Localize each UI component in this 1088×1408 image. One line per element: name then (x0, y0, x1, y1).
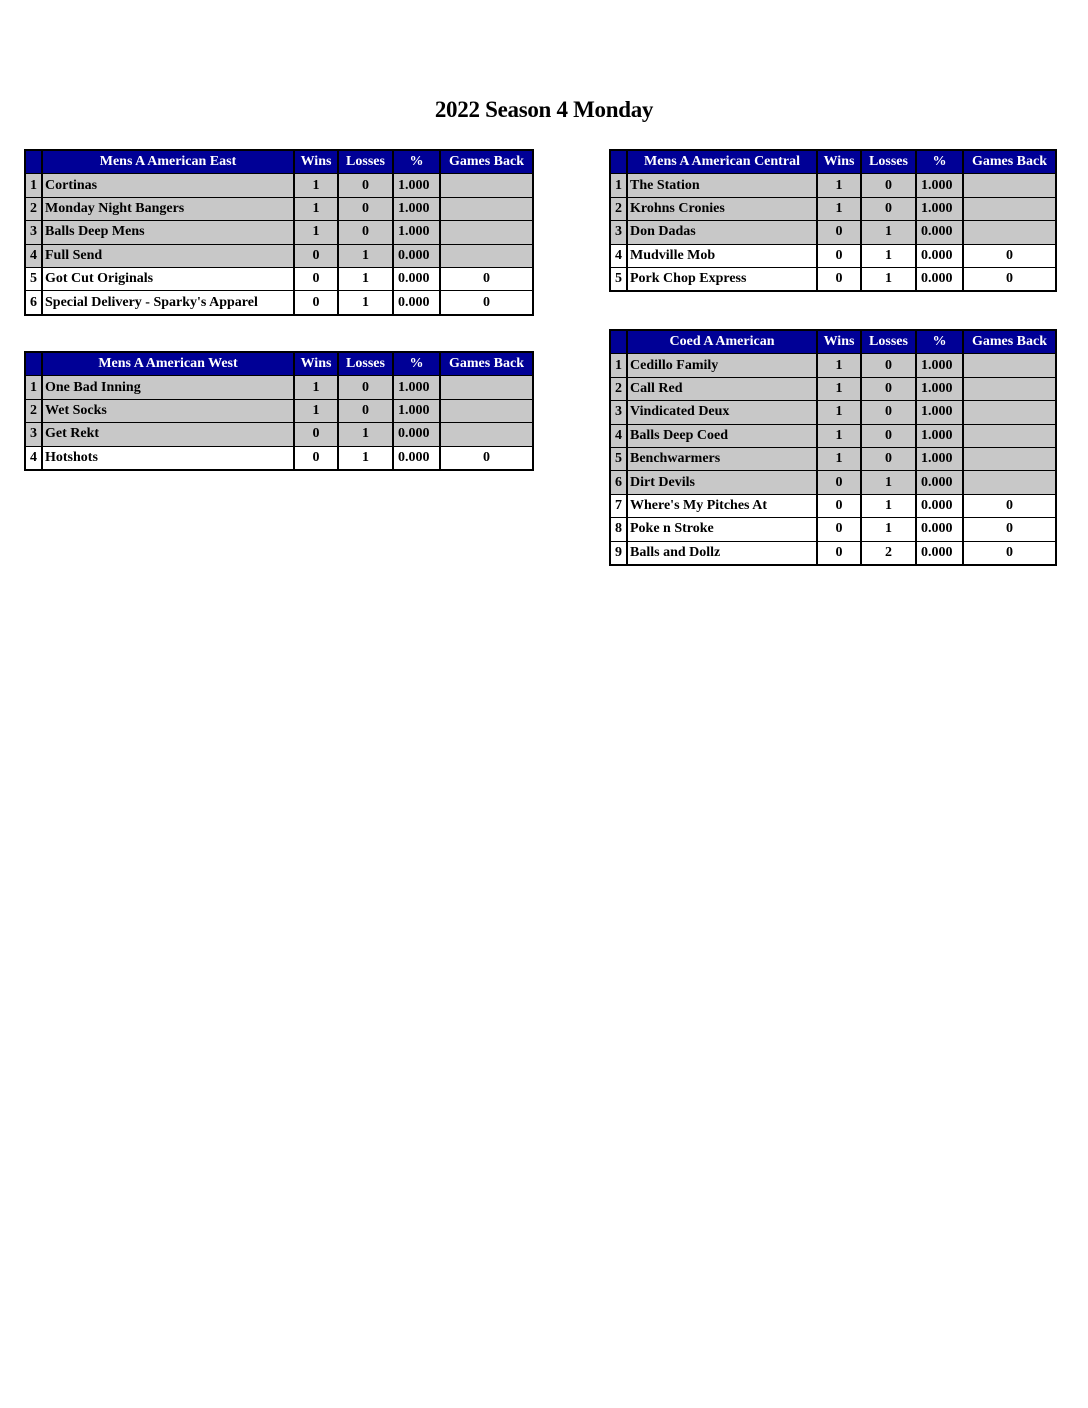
pct-header: % (393, 150, 440, 174)
table-row (610, 354, 1056, 377)
rank-cell: 5 (610, 447, 627, 470)
wins-cell: 0 (817, 518, 861, 541)
wins-cell: 1 (817, 447, 861, 470)
wins-header: Wins (294, 150, 338, 174)
team-name-cell: Krohns Cronies (627, 197, 817, 220)
wins-cell: 1 (294, 174, 338, 197)
pct-cell: 1.000 (916, 447, 963, 470)
losses-cell: 0 (861, 197, 916, 220)
team-name-cell: Where's My Pitches At (627, 494, 817, 517)
division-header: Mens A American Central (627, 150, 817, 174)
rank-cell: 5 (610, 267, 627, 291)
losses-cell: 0 (861, 174, 916, 197)
team-name-cell: Benchwarmers (627, 447, 817, 470)
losses-cell: 0 (861, 377, 916, 400)
table-row (610, 401, 1056, 424)
pct-cell: 0.000 (916, 221, 963, 244)
losses-cell: 0 (861, 424, 916, 447)
wins-cell: 1 (294, 376, 338, 399)
pct-cell: 1.000 (393, 399, 440, 422)
games-back-cell (963, 221, 1056, 244)
losses-cell: 1 (338, 244, 393, 267)
games-back-cell: 0 (440, 291, 533, 315)
wins-header: Wins (294, 352, 338, 376)
table-row (610, 447, 1056, 470)
losses-cell: 0 (861, 401, 916, 424)
wins-header: Wins (817, 150, 861, 174)
rank-cell: 1 (25, 376, 42, 399)
losses-cell: 1 (861, 267, 916, 291)
losses-header: Losses (338, 150, 393, 174)
team-name-cell: Balls Deep Mens (42, 221, 294, 244)
rank-header (25, 352, 42, 376)
rank-cell: 6 (25, 291, 42, 315)
wins-cell: 1 (294, 221, 338, 244)
losses-header: Losses (338, 352, 393, 376)
losses-cell: 0 (338, 221, 393, 244)
wins-cell: 0 (817, 471, 861, 494)
rank-cell: 2 (25, 197, 42, 220)
team-name-cell: Call Red (627, 377, 817, 400)
rank-cell: 4 (25, 244, 42, 267)
rank-cell: 3 (610, 221, 627, 244)
team-name-cell: Got Cut Originals (42, 267, 294, 290)
team-name-cell: One Bad Inning (42, 376, 294, 399)
games-back-cell (963, 354, 1056, 377)
pct-cell: 0.000 (916, 244, 963, 267)
pct-cell: 1.000 (916, 424, 963, 447)
division-header: Mens A American West (42, 352, 294, 376)
losses-cell: 0 (338, 174, 393, 197)
losses-cell: 1 (861, 494, 916, 517)
team-name-cell: Hotshots (42, 446, 294, 470)
page-title: 2022 Season 4 Monday (434, 97, 654, 122)
wins-cell: 0 (817, 244, 861, 267)
table-row (25, 376, 533, 399)
rank-cell: 8 (610, 518, 627, 541)
pct-cell: 1.000 (393, 174, 440, 197)
games-back-cell: 0 (440, 267, 533, 290)
pct-cell: 0.000 (916, 518, 963, 541)
wins-cell: 1 (817, 174, 861, 197)
rank-cell: 6 (610, 471, 627, 494)
games-back-cell (440, 244, 533, 267)
table-row (25, 174, 533, 197)
team-name-cell: Full Send (42, 244, 294, 267)
team-name-cell: Pork Chop Express (627, 267, 817, 291)
pct-cell: 0.000 (916, 267, 963, 291)
header-row (25, 150, 533, 174)
losses-header: Losses (861, 150, 916, 174)
division-header: Mens A American East (42, 150, 294, 174)
games-back-cell (963, 401, 1056, 424)
table-row (610, 541, 1056, 565)
losses-cell: 1 (861, 471, 916, 494)
standings-table-mens-central (609, 149, 1057, 292)
wins-cell: 0 (294, 423, 338, 446)
games-back-cell (963, 471, 1056, 494)
pct-cell: 0.000 (916, 541, 963, 565)
games-back-cell (963, 174, 1056, 197)
standings-table-mens-east (24, 149, 534, 316)
pct-cell: 0.000 (393, 291, 440, 315)
team-name-cell: Vindicated Deux (627, 401, 817, 424)
team-name-cell: Cortinas (42, 174, 294, 197)
games-back-cell: 0 (440, 446, 533, 470)
losses-cell: 2 (861, 541, 916, 565)
losses-cell: 1 (338, 423, 393, 446)
wins-cell: 1 (817, 377, 861, 400)
wins-cell: 0 (817, 494, 861, 517)
team-name-cell: Monday Night Bangers (42, 197, 294, 220)
pct-cell: 0.000 (393, 244, 440, 267)
losses-cell: 1 (861, 518, 916, 541)
pct-cell: 0.000 (916, 494, 963, 517)
losses-cell: 1 (338, 267, 393, 290)
header-row (610, 150, 1056, 174)
games-back-cell (963, 197, 1056, 220)
pct-cell: 1.000 (393, 197, 440, 220)
table-row (610, 244, 1056, 267)
losses-cell: 0 (861, 447, 916, 470)
pct-header: % (393, 352, 440, 376)
pct-cell: 1.000 (916, 354, 963, 377)
table-row (25, 221, 533, 244)
pct-cell: 1.000 (916, 401, 963, 424)
wins-cell: 1 (817, 354, 861, 377)
pct-cell: 0.000 (393, 446, 440, 470)
pct-cell: 0.000 (916, 471, 963, 494)
team-name-cell: Wet Socks (42, 399, 294, 422)
rank-cell: 4 (610, 424, 627, 447)
team-name-cell: Mudville Mob (627, 244, 817, 267)
table-row (25, 423, 533, 446)
games-back-cell: 0 (963, 267, 1056, 291)
wins-cell: 1 (817, 197, 861, 220)
games-back-header: Games Back (440, 150, 533, 174)
rank-cell: 1 (610, 354, 627, 377)
table-row (610, 197, 1056, 220)
losses-cell: 0 (338, 399, 393, 422)
pct-cell: 1.000 (916, 197, 963, 220)
wins-cell: 0 (294, 446, 338, 470)
pct-cell: 0.000 (393, 267, 440, 290)
losses-cell: 0 (338, 376, 393, 399)
losses-cell: 1 (338, 291, 393, 315)
games-back-cell (963, 424, 1056, 447)
pct-cell: 1.000 (916, 174, 963, 197)
losses-cell: 0 (861, 354, 916, 377)
rank-header (610, 150, 627, 174)
losses-header: Losses (861, 330, 916, 354)
table-row (610, 174, 1056, 197)
games-back-cell (440, 174, 533, 197)
games-back-header: Games Back (963, 330, 1056, 354)
header-row (25, 352, 533, 376)
team-name-cell: Cedillo Family (627, 354, 817, 377)
header-row (610, 330, 1056, 354)
pct-header: % (916, 150, 963, 174)
team-name-cell: Dirt Devils (627, 471, 817, 494)
rank-cell: 1 (25, 174, 42, 197)
games-back-cell (440, 376, 533, 399)
rank-cell: 3 (25, 221, 42, 244)
table-row (610, 221, 1056, 244)
table-row (25, 291, 533, 315)
table-row (25, 267, 533, 290)
table-row (25, 446, 533, 470)
wins-cell: 0 (817, 267, 861, 291)
table-row (25, 399, 533, 422)
rank-cell: 3 (25, 423, 42, 446)
losses-cell: 1 (861, 244, 916, 267)
games-back-header: Games Back (963, 150, 1056, 174)
games-back-cell (963, 447, 1056, 470)
games-back-cell: 0 (963, 494, 1056, 517)
games-back-header: Games Back (440, 352, 533, 376)
rank-cell: 4 (25, 446, 42, 470)
games-back-cell: 0 (963, 518, 1056, 541)
table-row (25, 197, 533, 220)
division-header: Coed A American (627, 330, 817, 354)
rank-cell: 2 (610, 377, 627, 400)
table-row (610, 518, 1056, 541)
games-back-cell: 0 (963, 541, 1056, 565)
team-name-cell: Balls Deep Coed (627, 424, 817, 447)
wins-cell: 0 (817, 541, 861, 565)
games-back-cell (440, 221, 533, 244)
team-name-cell: The Station (627, 174, 817, 197)
wins-cell: 0 (294, 244, 338, 267)
rank-cell: 5 (25, 267, 42, 290)
table-row (610, 471, 1056, 494)
pct-cell: 1.000 (916, 377, 963, 400)
rank-cell: 2 (25, 399, 42, 422)
losses-cell: 0 (338, 197, 393, 220)
table-row (610, 267, 1056, 291)
games-back-cell (440, 423, 533, 446)
pct-cell: 1.000 (393, 221, 440, 244)
table-row (610, 494, 1056, 517)
table-row (610, 424, 1056, 447)
wins-cell: 1 (294, 197, 338, 220)
rank-header (610, 330, 627, 354)
team-name-cell: Balls and Dollz (627, 541, 817, 565)
table-row (610, 377, 1056, 400)
games-back-cell: 0 (963, 244, 1056, 267)
rank-cell: 9 (610, 541, 627, 565)
games-back-cell (963, 377, 1056, 400)
rank-cell: 7 (610, 494, 627, 517)
pct-header: % (916, 330, 963, 354)
pct-cell: 1.000 (393, 376, 440, 399)
table-row (25, 244, 533, 267)
wins-cell: 0 (294, 267, 338, 290)
team-name-cell: Special Delivery - Sparky's Apparel (42, 291, 294, 315)
games-back-cell (440, 197, 533, 220)
rank-header (25, 150, 42, 174)
losses-cell: 1 (338, 446, 393, 470)
rank-cell: 1 (610, 174, 627, 197)
wins-header: Wins (817, 330, 861, 354)
wins-cell: 1 (817, 401, 861, 424)
wins-cell: 0 (817, 221, 861, 244)
games-back-cell (440, 399, 533, 422)
team-name-cell: Don Dadas (627, 221, 817, 244)
team-name-cell: Poke n Stroke (627, 518, 817, 541)
losses-cell: 1 (861, 221, 916, 244)
pct-cell: 0.000 (393, 423, 440, 446)
rank-cell: 4 (610, 244, 627, 267)
wins-cell: 1 (817, 424, 861, 447)
wins-cell: 0 (294, 291, 338, 315)
standings-table-mens-west (24, 351, 534, 471)
rank-cell: 3 (610, 401, 627, 424)
standings-table-coed (609, 329, 1057, 566)
team-name-cell: Get Rekt (42, 423, 294, 446)
wins-cell: 1 (294, 399, 338, 422)
rank-cell: 2 (610, 197, 627, 220)
